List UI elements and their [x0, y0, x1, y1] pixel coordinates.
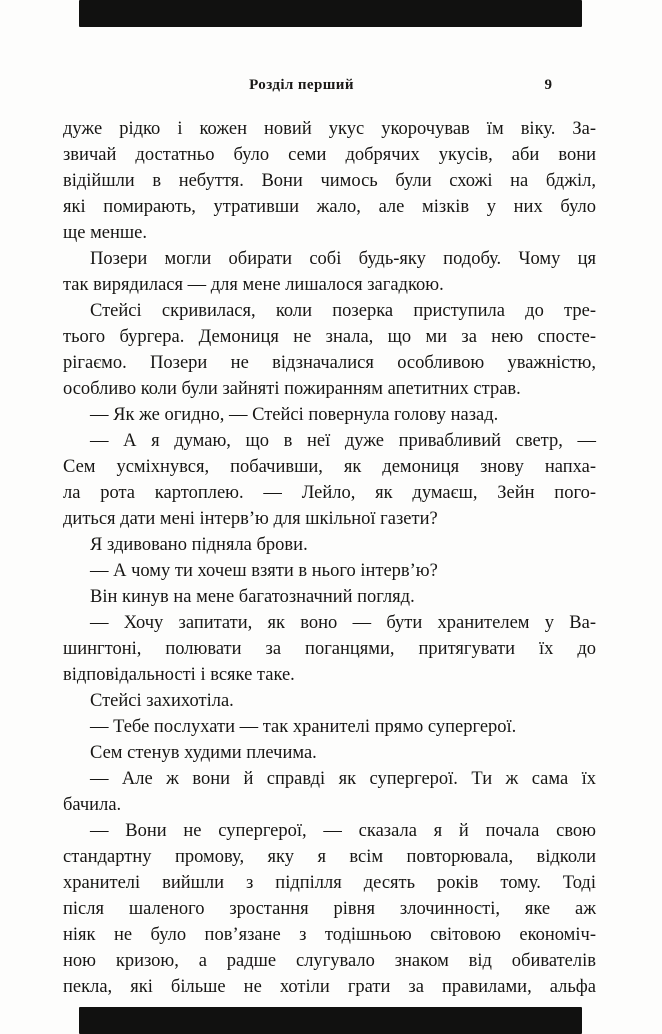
text-line: Позери могли обирати собі будь-яку подобу. Чому ця	[90, 249, 596, 269]
scan-artifact-top-bar	[79, 0, 582, 27]
text-line: диться дати мені інтерв’ю для шкільної газети?	[63, 509, 438, 529]
text-line: після шаленого зростання рівня злочинності, яке аж	[63, 899, 596, 919]
text-line: — А я думаю, що в неї дуже привабливий светр, —	[90, 431, 596, 451]
chapter-title: Розділ перший	[249, 77, 354, 93]
text-line: — А чому ти хочеш взяти в нього інтерв’ю?	[90, 561, 438, 581]
paragraph	[63, 818, 596, 1000]
text-line: так вирядилася — для мене лишалося загадкою.	[63, 275, 444, 295]
paragraph	[63, 428, 596, 532]
paragraph	[63, 558, 596, 584]
paragraph	[63, 766, 596, 818]
text-line: ніяк не було пов’язане з тодішньою світовою економіч-	[63, 925, 596, 945]
text-line: — Але ж вони й справді як супергерої. Ти ж сама їх	[90, 769, 596, 789]
text-block	[63, 116, 596, 1000]
paragraph	[63, 740, 596, 766]
text-line: ною кризою, а радше слугувало знаком від обивателів	[63, 951, 596, 971]
text-line: бачила.	[63, 795, 122, 815]
text-line: ла рота картоплею. — Лейло, як думаєш, Зейн пого-	[63, 483, 596, 503]
text-line: тього бургера. Демониця не знала, що ми за нею спосте-	[63, 327, 596, 347]
text-line: відійшли в небуття. Вони чимось були схожі на бджіл,	[63, 171, 596, 191]
paragraph	[63, 298, 596, 402]
text-line: відповідальності і всяке таке.	[63, 665, 295, 685]
paragraph	[63, 246, 596, 298]
scan-artifact-bottom-bar	[79, 1007, 582, 1034]
paragraph	[63, 688, 596, 714]
text-line: — Хочу запитати, як воно — бути хранителем у Ва-	[90, 613, 596, 633]
text-line: пекла, які більше не хотіли грати за правилами, альфа	[63, 977, 596, 997]
paragraph	[63, 714, 596, 740]
text-line: стандартну промову, яку я всім повторювала, відколи	[63, 847, 596, 867]
text-line: які помирають, утративши жало, але мізків у них було	[63, 197, 596, 217]
paragraph	[63, 532, 596, 558]
text-line: звичай достатньо було семи добрячих укусів, аби вони	[63, 145, 596, 165]
text-line: дуже рідко і кожен новий укус укорочував їм віку. За-	[63, 119, 596, 139]
text-line: Стейсі захихотіла.	[90, 691, 234, 711]
text-line: Сем усміхнувся, побачивши, як демониця знову напха-	[63, 457, 596, 477]
text-line: — Як же огидно, — Стейсі повернула голову назад.	[90, 405, 499, 425]
text-line: ще менше.	[63, 223, 147, 243]
text-line: шингтоні, полювати за поганцями, притягувати їх до	[63, 639, 596, 659]
text-line: особливо коли були зайняті пожиранням апетитних страв.	[63, 379, 521, 399]
running-header	[63, 77, 596, 99]
text-line: рігаємо. Позери не відзначалися особливою уважністю,	[63, 353, 596, 373]
text-line: Він кинув на мене багатозначний погляд.	[90, 587, 415, 607]
text-line: — Вони не супергерої, — сказала я й почала свою	[90, 821, 596, 841]
page-number: 9	[544, 77, 552, 93]
text-line: Я здивовано підняла брови.	[90, 535, 308, 555]
text-line: — Тебе послухати — так хранителі прямо супергерої.	[90, 717, 517, 737]
text-line: хранителі вийшли з підпілля десять років тому. Тоді	[63, 873, 596, 893]
paragraph	[63, 116, 596, 246]
paragraph	[63, 402, 596, 428]
text-line: Сем стенув худими плечима.	[90, 743, 317, 763]
paragraph	[63, 610, 596, 688]
paragraph	[63, 584, 596, 610]
text-line: Стейсі скривилася, коли позерка приступила до тре-	[90, 301, 596, 321]
